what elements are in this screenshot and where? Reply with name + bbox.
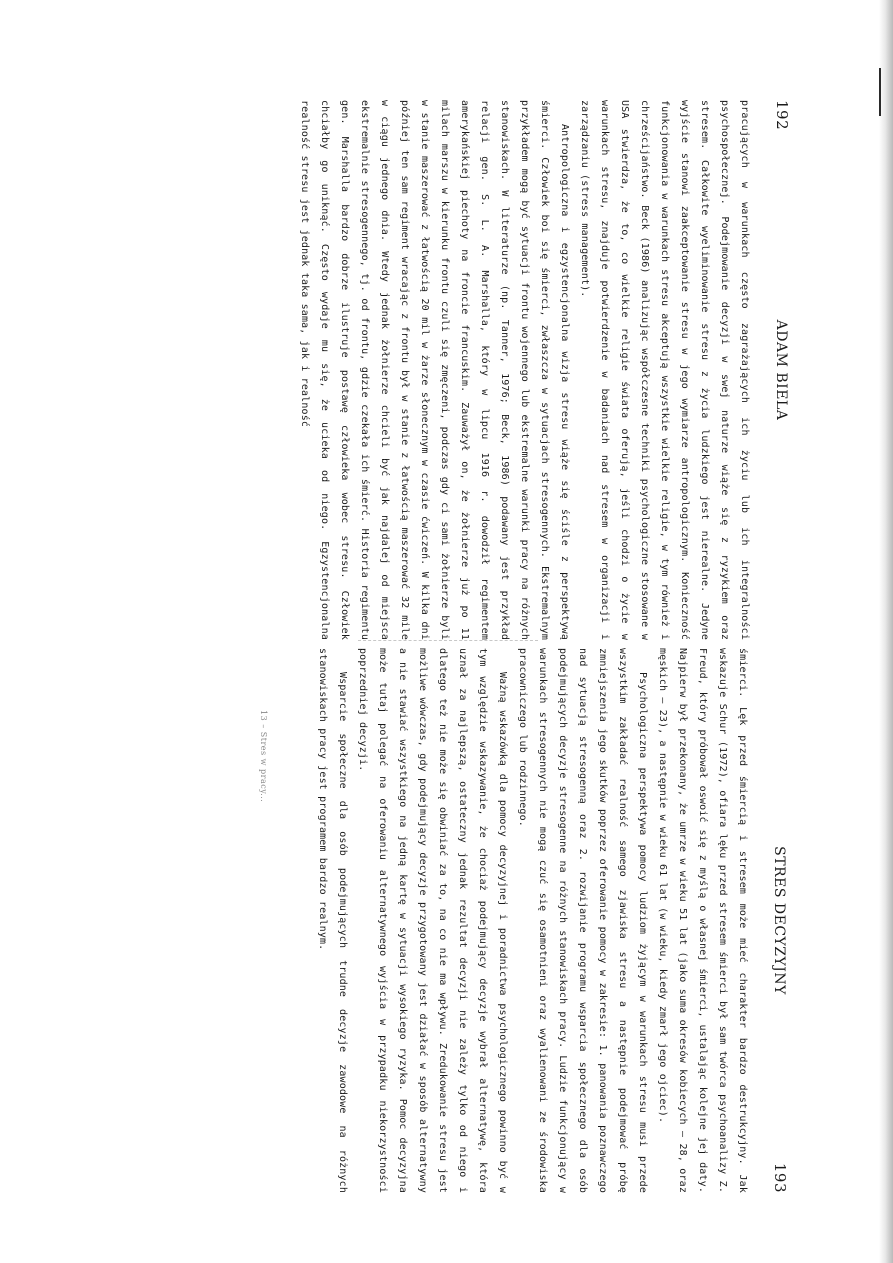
paragraph: Wsparcie społeczne dla osób podejmujących trudne decyzje zawodowe na różnych stanowiskach pracy jest programem bardzo realnym.	[317, 648, 348, 1193]
page-separator	[358, 640, 538, 641]
paragraph: Antropologiczna i egzystencjonalna wizja stresu wiąże się ściśle z perspektywą śmierci. Człowiek boi się śmierci, zwłaszcza w sytuacjach stresogennych. Ekstremalnym przykładem mogą być sytuacji frontu wojennego lub ekstremalne warunki pracy na różnych stanowiskach. W literaturze (np. Tanner, 1976; Beck, 1986) podawany jest przykład relacji gen. S. L. A. Marshalla, który w lipcu 1916 r. dowodził regimentem amerykańskiej piechoty na froncie francuskim. Zauważył on, że żołnierze już po 11 milach marszu w kierunku frontu czuli się zmęczeni, podczas gdy ci sami żołnierze byli w stanie maszerować z łatwością 20 mil w żarze słonecznym w czasie ćwiczeń. W kilka dni później ten sam regiment wracając z frontu był w stanie z łatwością maszerować 32 mile w ciągu jednego dnia. Wtedy jednak żołnierze chcieli być jak najdalej od miejsca ekstremalnie stresogennego, tj. od frontu, gdzie czekała ich śmierć. Historia regimentu gen. Marshalla bardzo dobrze ilustruje postawę człowieka wobec stresu. Człowiek chciałby go uniknąć. Często wydaje mu się, że ucieka od niego. Egzystencjonalna realność stresu jest jednak taka sama, jak i realność	[299, 100, 570, 640]
running-title-chapter: STRES DECYZYJNY	[771, 846, 787, 995]
page-192	[92, 100, 792, 640]
page-193-body	[312, 648, 752, 1193]
page-193	[90, 648, 790, 1193]
page-192-body	[294, 100, 754, 640]
paragraph: śmierci. Lęk przed śmiercią i stresem może mieć charakter bardzo destrukcyjny. Jak wskazuje Schur (1972), ofiara lęku przed stresem śmierci był sam twórca psychoanalizy Z. Freud, który próbował oswoić się z myślą o własnej śmierci, ustalając kolejne jej daty. Najpierw był przekonany, że umrze w wieku 51 lat (jako suma okresów kobiecych – 28, oraz męskich – 23), a następnie w wieku 61 lat (w wieku, kiedy zmarł jego ojciec).	[657, 648, 748, 1193]
paragraph: Psychologiczna perspektywa pomocy ludziom żyjącym w warunkach stresu musi przede wszystkim zakładać realność samego zjawiska stresu a następnie podejmować próbę zmniejszenia jego skutków poprzez oferowanie pomocy w zakresie: 1. panowania poznawczego nad sytuacją stresogenną oraz 2. rozwijanie programu wsparcia społecznego dla osób podejmujących decyzje stresogenne na różnych stanowiskach pracy. Ludzie funkcjonujący w warunkach stresogennych nie mogą czuć się osamotnieni oraz wyalienowani ze środowiska pracowniczego lub rodzinnego.	[517, 648, 648, 1193]
running-title-author: ADAM BIELA	[773, 319, 789, 421]
page-number-193: 193	[771, 1162, 789, 1193]
scan-edge-shadow	[879, 0, 893, 1263]
paragraph: Ważną wskazówką dla pomocy decyzyjnej i poradnictwa psychologicznego powinno być w tym względzie wskazywanie, że chociaż podejmujący decyzje wybrał alternatywę, która uznał za najlepszą, ostateczny jednak rezultat decyzji nie zależy tylko od niego i dlatego też nie może się obwiniać za to, na co nie ma wpływu. Zredukowanie stresu jest możliwe wówczas, gdy podejmujący decyzje przygotowany jest działać w sposób alternatywny a nie stawiać wszystkiego na jedną kartę w sytuacji wysokiego ryzyka. Pomoc decyzyjna może tutaj polegać na oferowaniu alternatywnego wyjścia w przypadku niekorzystności poprzedniej decyzji.	[357, 648, 508, 1193]
page-number-192: 192	[773, 100, 791, 131]
paragraph: pracujących w warunkach często zagrażających ich życiu lub ich integralności psychospołecznej. Podejmowanie decyzji w swej naturze wiąże się z ryzykiem oraz stresem. Całkowite wyeliminowanie stresu z życia ludzkiego jest nierealne. Jedyne wyjście stanowi zaakceptowanie stresu w jego wymiarze antropologicznym. Konieczność funkcjonowania w warunkach stresu akceptują wszystkie wielkie religie, w tym również i chrześcijaństwo. Beck (1986) analizując współczesne techniki psychologiczne stosowane w USA stwierdza, że to, co wielkie religie świata oferują, jeśli chodzi o życie w warunkach stresu, znajduje potwierdzenie w badaniach nad stresem w organizacji i zarządzaniu (stress management).	[579, 100, 750, 640]
scan-edge-mark	[879, 68, 881, 116]
running-head-right	[766, 648, 790, 1193]
footnote-signature: 13 – Stres w pracy...	[259, 710, 268, 803]
running-head-left	[768, 100, 792, 640]
